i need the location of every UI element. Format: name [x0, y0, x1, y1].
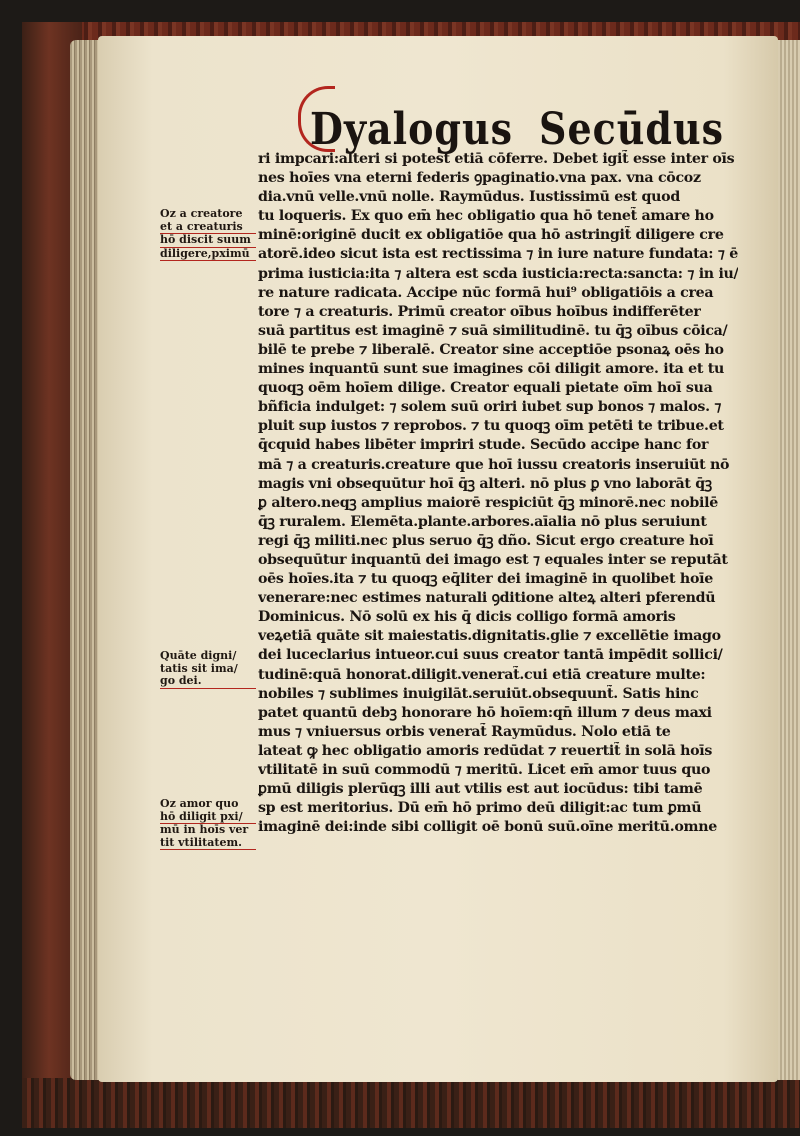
margin-note-3	[160, 798, 256, 850]
text-line: patet quantū debꝫ honorare hō hoīem:qn̄ illum ⁊ deus maxi	[258, 704, 712, 721]
text-line: pluit sup iustos ⁊ reprobos. ⁊ tu quoqꝫ oīm petēti te tribue.et	[258, 418, 724, 435]
text-line: nes hoīes vna eterni federis ꝯpaginatio.vna pax. vna cōcoz	[258, 170, 701, 187]
text-line: tore ⁊ a creaturis. Primū creator oībus hoībus indifferēter	[258, 303, 701, 320]
margin-note-line: et a creaturis	[160, 221, 256, 235]
text-line: mus ⁊ vniuersus orbis venerat̃ Raymūdus. Nolo etiā te	[258, 723, 671, 740]
margin-note-line: hō diligit pxi/	[160, 811, 256, 825]
text-line: ꝑ altero.neqꝫ amplius maiorē respiciūt q̄ꝫ minorē.nec nobilē	[258, 494, 718, 511]
margin-note-line: Quāte digni/	[160, 649, 237, 662]
text-body	[258, 150, 738, 837]
text-line: lateat ꝙ hec obligatio amoris redūdat ⁊ reuertit̃ in solā hoīs	[258, 742, 713, 759]
header-left-word: Dyalogus	[310, 102, 514, 155]
text-line: q̄ꝫ ruralem. Elemēta.plante.arbores.aīalia nō plus seruiunt	[258, 513, 707, 530]
margin-note-line: tit vtilitatem.	[160, 837, 256, 851]
margin-note-line: hō discit suum	[160, 234, 256, 248]
text-line: atorē.ideo sicut ista est rectissima ⁊ in iure nature fundata: ⁊ ē	[258, 246, 738, 263]
header-right-word: Secūdus	[539, 102, 725, 155]
margin-note-line: Oz amor quo	[160, 797, 239, 810]
margin-note-line: diligere,pximū	[160, 248, 256, 262]
text-line: dei luceclarius intueor.cui suus creator tantā impēdit sollici/	[258, 647, 723, 664]
text-line: prima iusticia:ita ⁊ altera est scda iusticia:recta:sancta: ⁊ in iu/	[258, 265, 738, 282]
text-line: ꝑmū diligis plerūqꝫ illi aut vtilis est aut iocūdus: tibi tamē	[258, 781, 703, 798]
text-line: re nature radicata. Accipe nūc formā hui⁹ obligatiōis a crea	[258, 284, 714, 301]
running-header	[310, 96, 725, 155]
binding-bottom	[22, 1078, 800, 1128]
text-line: bñficia indulget: ⁊ solem suū oriri iubet sup bonos ⁊ malos. ⁊	[258, 399, 722, 416]
margin-note-line: Oz a creatore	[160, 207, 243, 220]
text-line: bilē te prebe ⁊ liberalē. Creator sine acceptiōe psonaꝝ oēs ho	[258, 341, 724, 358]
margin-note-line: tatis sit ima/	[160, 661, 238, 675]
text-line: magis vni obsequūtur hoī q̄ꝫ alteri. nō plus ꝑ vno laborāt q̄ꝫ	[258, 475, 712, 492]
text-line: veꝝetiā quāte sit maiestatis.dignitatis.glie ⁊ excellētie imago	[258, 628, 721, 645]
text-line: imaginē dei:inde sibi colligit oē bonū suū.oīne meritū.omne	[258, 819, 717, 836]
text-line: tu loqueris. Ex quo em̄ hec obligatio qua hō tenet̃ amare ho	[258, 208, 714, 225]
text-line: obsequūtur inquantū dei imago est ⁊ equales inter se reputāt	[258, 551, 728, 568]
page-edges-right	[776, 40, 800, 1080]
text-line: Dominicus. Nō solū ex his q̄ dicis colligo formā amoris	[258, 609, 676, 626]
text-line: vtilitatē in suū commodū ⁊ meritū. Licet em̄ amor tuus quo	[258, 762, 711, 778]
text-line: ri impcari:alteri si potest etiā cōferre. Debet igit̃ esse inter oīs	[258, 151, 735, 167]
margin-note-1	[160, 208, 256, 261]
margin-note-line: mū in hoīs ver	[160, 823, 249, 836]
text-line: sp est meritorius. Dū em̄ hō primo deū diligit:ac tum ꝑmū	[258, 800, 702, 817]
text-line: tudinē:quā honorat.diligit.venerat̃.cui etiā creature multe:	[258, 666, 706, 683]
text-line: mā ⁊ a creaturis.creature que hoī iussu creatoris inseruiūt nō	[258, 456, 730, 473]
margin-note-2	[160, 650, 256, 689]
text-line: regi q̄ꝫ militi.nec plus seruo q̄ꝫ dño. Sicut ergo creature hoī	[258, 532, 714, 549]
text-line: minē:originē ducit ex obligatiōe qua hō astringit̃ diligere cre	[258, 227, 724, 244]
text-line: oēs hoīes.ita ⁊ tu quoqꝫ eq̄liter dei imaginē in quolibet hoīe	[258, 571, 713, 588]
margin-note-line: go dei.	[160, 675, 256, 689]
text-line: venerare:nec estimes naturali ꝯditione alteꝝ alteri pferendū	[258, 590, 716, 607]
text-line: mines inquantū sunt sue imagines cōi diligit amore. ita et tu	[258, 361, 725, 378]
text-line: nobiles ⁊ sublimes inuigilāt.seruiūt.obsequunt̃. Satis hinc	[258, 685, 699, 702]
text-line: suā partitus est imaginē ⁊ suā similitudinē. tu q̄ꝫ oībus cōica/	[258, 322, 728, 339]
text-line: q̄cquid habes libēter impriri stude. Secūdo accipe hanc for	[258, 437, 709, 454]
text-line: quoqꝫ oēm hoīem dilige. Creator equali pietate oīm hoī sua	[258, 380, 713, 397]
text-line: dia.vnū velle.vnū nolle. Raymūdus. Iustissimū est quod	[258, 189, 680, 206]
